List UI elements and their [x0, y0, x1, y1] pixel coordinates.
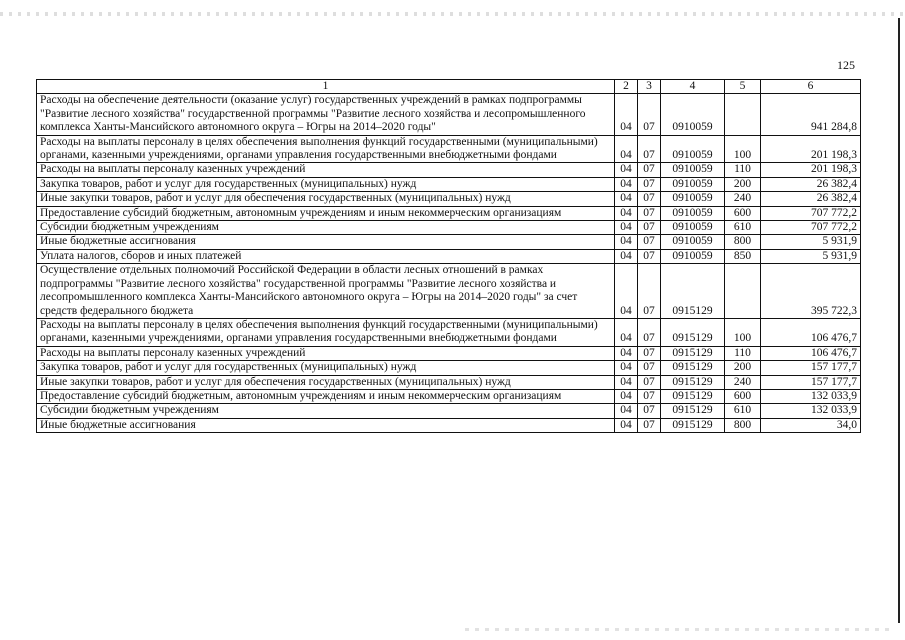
row-subsection: 07 [638, 375, 661, 389]
row-target-article: 0910059 [661, 163, 725, 177]
row-subsection: 07 [638, 389, 661, 403]
row-amount: 5 931,9 [761, 249, 861, 263]
row-subsection: 07 [638, 192, 661, 206]
row-target-article: 0915129 [661, 264, 725, 319]
header-col-2: 2 [615, 80, 638, 94]
row-target-article: 0915129 [661, 361, 725, 375]
row-amount: 106 476,7 [761, 346, 861, 360]
row-subsection: 07 [638, 318, 661, 346]
row-amount: 106 476,7 [761, 318, 861, 346]
table-row [37, 192, 861, 206]
row-section: 04 [615, 206, 638, 220]
row-section: 04 [615, 318, 638, 346]
row-subsection: 07 [638, 418, 661, 432]
row-subsection: 07 [638, 235, 661, 249]
row-section: 04 [615, 389, 638, 403]
row-expense-type [725, 264, 761, 319]
row-subsection: 07 [638, 94, 661, 135]
row-description: Расходы на выплаты персоналу в целях обеспечения выполнения функций государственными (муниципальными) органами, казенными учреждениями, органами управления государственными внебюджетными фондами [37, 318, 615, 346]
table-row [37, 264, 861, 319]
row-subsection: 07 [638, 163, 661, 177]
table-row [37, 404, 861, 418]
row-expense-type: 200 [725, 361, 761, 375]
table-row [37, 389, 861, 403]
row-expense-type: 110 [725, 163, 761, 177]
row-expense-type: 800 [725, 418, 761, 432]
row-amount: 395 722,3 [761, 264, 861, 319]
row-section: 04 [615, 221, 638, 235]
row-target-article: 0910059 [661, 135, 725, 163]
row-expense-type: 100 [725, 135, 761, 163]
row-amount: 5 931,9 [761, 235, 861, 249]
row-description: Осуществление отдельных полномочий Российской Федерации в области лесных отношений в рамках подпрограммы "Развитие лесного хозяйства" государственной программы "Развитие лесного хозяйства и лесопромышленного комплекса Ханты-Мансийского автономного округа – Югры на 2014–2020 годы" за счет средств федерального бюджета [37, 264, 615, 319]
row-description: Иные закупки товаров, работ и услуг для обеспечения государственных (муниципальных) нужд [37, 375, 615, 389]
row-amount: 132 033,9 [761, 404, 861, 418]
row-section: 04 [615, 375, 638, 389]
row-target-article: 0910059 [661, 94, 725, 135]
table-row [37, 418, 861, 432]
header-col-3: 3 [638, 80, 661, 94]
row-expense-type: 600 [725, 389, 761, 403]
row-section: 04 [615, 135, 638, 163]
row-expense-type: 240 [725, 375, 761, 389]
row-target-article: 0915129 [661, 389, 725, 403]
row-section: 04 [615, 404, 638, 418]
header-col-1: 1 [37, 80, 615, 94]
row-amount: 157 177,7 [761, 361, 861, 375]
row-section: 04 [615, 235, 638, 249]
scan-artifact-top [0, 12, 905, 16]
row-amount: 26 382,4 [761, 192, 861, 206]
row-expense-type [725, 94, 761, 135]
row-description: Иные закупки товаров, работ и услуг для обеспечения государственных (муниципальных) нужд [37, 192, 615, 206]
row-subsection: 07 [638, 361, 661, 375]
row-expense-type: 610 [725, 404, 761, 418]
row-expense-type: 240 [725, 192, 761, 206]
row-amount: 201 198,3 [761, 135, 861, 163]
row-subsection: 07 [638, 221, 661, 235]
row-target-article: 0910059 [661, 235, 725, 249]
row-subsection: 07 [638, 346, 661, 360]
row-amount: 132 033,9 [761, 389, 861, 403]
table-row [37, 235, 861, 249]
table-header-row [37, 80, 861, 94]
page-number: 125 [837, 58, 855, 72]
row-expense-type: 800 [725, 235, 761, 249]
row-description: Субсидии бюджетным учреждениям [37, 404, 615, 418]
row-amount: 707 772,2 [761, 221, 861, 235]
row-target-article: 0910059 [661, 206, 725, 220]
row-target-article: 0915129 [661, 418, 725, 432]
row-description: Расходы на выплаты персоналу казенных учреждений [37, 163, 615, 177]
header-col-6: 6 [761, 80, 861, 94]
table-row [37, 206, 861, 220]
row-amount: 707 772,2 [761, 206, 861, 220]
row-target-article: 0915129 [661, 318, 725, 346]
row-description: Субсидии бюджетным учреждениям [37, 221, 615, 235]
row-expense-type: 200 [725, 177, 761, 191]
row-subsection: 07 [638, 404, 661, 418]
row-description: Предоставление субсидий бюджетным, автономным учреждениям и иным некоммерческим организациям [37, 206, 615, 220]
row-target-article: 0910059 [661, 249, 725, 263]
scan-artifact-bottom [465, 628, 895, 631]
row-expense-type: 100 [725, 318, 761, 346]
row-description: Расходы на выплаты персоналу казенных учреждений [37, 346, 615, 360]
row-amount: 201 198,3 [761, 163, 861, 177]
row-section: 04 [615, 264, 638, 319]
row-description: Расходы на обеспечение деятельности (оказание услуг) государственных учреждений в рамках подпрограммы "Развитие лесного хозяйства" государственной программы "Развитие лесного хозяйства и лесопромышленного комплекса Ханты-Мансийского автономного округа – Югры на 2014–2020 годы" [37, 94, 615, 135]
table-row [37, 375, 861, 389]
row-subsection: 07 [638, 135, 661, 163]
table-row [37, 177, 861, 191]
scan-edge-bar [898, 18, 900, 623]
row-section: 04 [615, 361, 638, 375]
budget-table [36, 79, 861, 433]
row-subsection: 07 [638, 177, 661, 191]
row-description: Расходы на выплаты персоналу в целях обеспечения выполнения функций государственными (муниципальными) органами, казенными учреждениями, органами управления государственными внебюджетными фондами [37, 135, 615, 163]
row-target-article: 0915129 [661, 375, 725, 389]
row-section: 04 [615, 94, 638, 135]
row-description: Иные бюджетные ассигнования [37, 418, 615, 432]
row-section: 04 [615, 346, 638, 360]
row-expense-type: 110 [725, 346, 761, 360]
row-section: 04 [615, 418, 638, 432]
table-row [37, 135, 861, 163]
row-section: 04 [615, 192, 638, 206]
row-description: Уплата налогов, сборов и иных платежей [37, 249, 615, 263]
table-row [37, 361, 861, 375]
header-col-4: 4 [661, 80, 725, 94]
table-row [37, 94, 861, 135]
row-subsection: 07 [638, 206, 661, 220]
row-amount: 941 284,8 [761, 94, 861, 135]
row-target-article: 0915129 [661, 346, 725, 360]
row-section: 04 [615, 177, 638, 191]
row-target-article: 0910059 [661, 192, 725, 206]
row-subsection: 07 [638, 264, 661, 319]
table-row [37, 346, 861, 360]
row-description: Иные бюджетные ассигнования [37, 235, 615, 249]
table-body [37, 80, 861, 433]
row-expense-type: 610 [725, 221, 761, 235]
row-section: 04 [615, 163, 638, 177]
row-target-article: 0915129 [661, 404, 725, 418]
row-description: Закупка товаров, работ и услуг для государственных (муниципальных) нужд [37, 177, 615, 191]
table-row [37, 163, 861, 177]
row-description: Закупка товаров, работ и услуг для государственных (муниципальных) нужд [37, 361, 615, 375]
row-amount: 157 177,7 [761, 375, 861, 389]
table-row [37, 221, 861, 235]
row-description: Предоставление субсидий бюджетным, автономным учреждениям и иным некоммерческим организациям [37, 389, 615, 403]
row-target-article: 0910059 [661, 221, 725, 235]
row-amount: 26 382,4 [761, 177, 861, 191]
row-target-article: 0910059 [661, 177, 725, 191]
table-row [37, 318, 861, 346]
row-expense-type: 850 [725, 249, 761, 263]
header-col-5: 5 [725, 80, 761, 94]
row-subsection: 07 [638, 249, 661, 263]
row-amount: 34,0 [761, 418, 861, 432]
row-section: 04 [615, 249, 638, 263]
table-row [37, 249, 861, 263]
row-expense-type: 600 [725, 206, 761, 220]
